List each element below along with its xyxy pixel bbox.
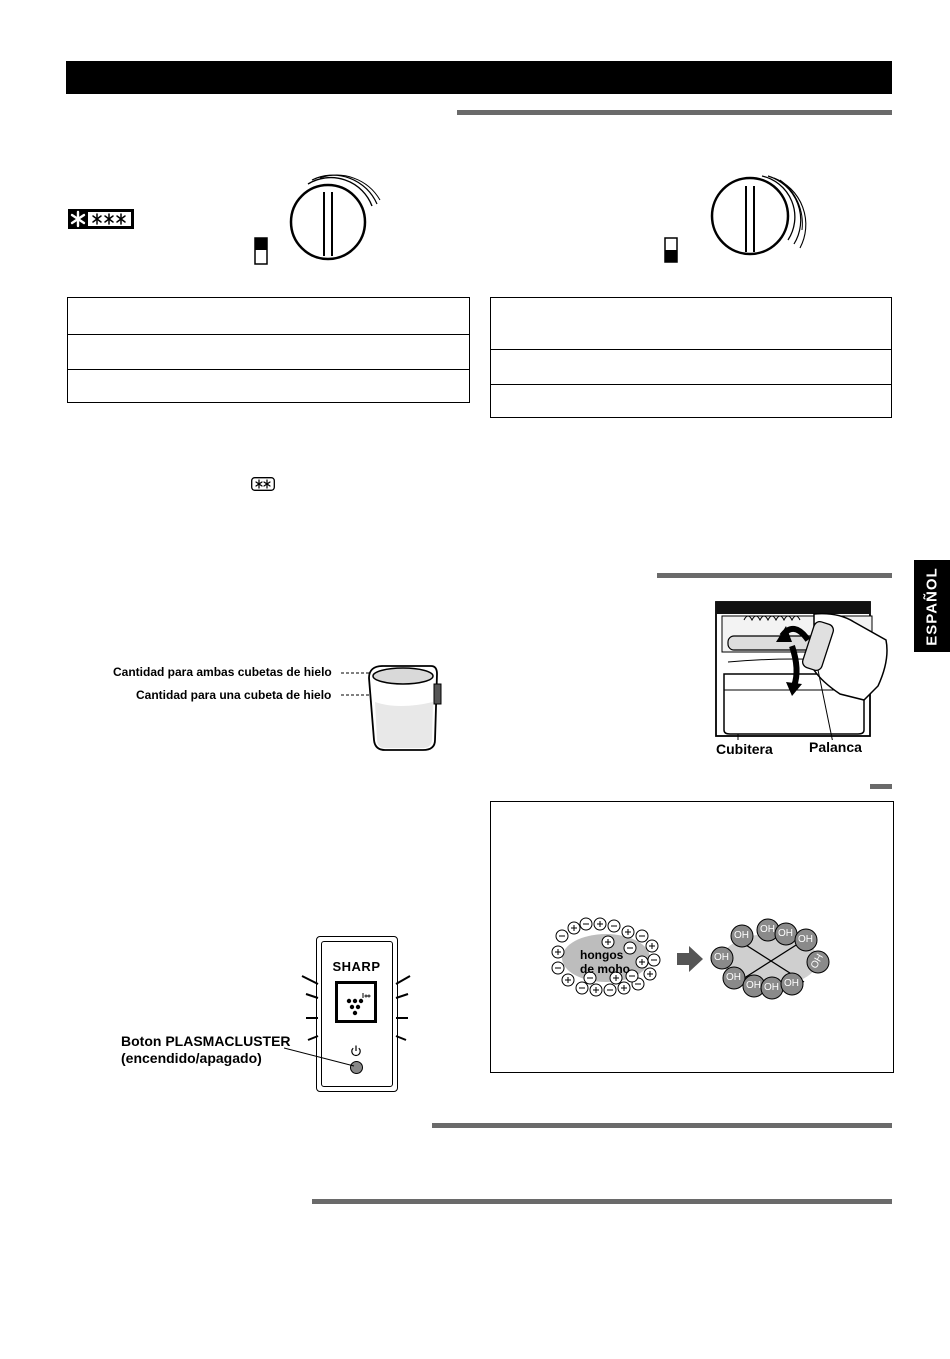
oh-label: OH xyxy=(760,924,775,935)
table-row xyxy=(491,298,891,349)
language-tab-label: ESPAÑOL xyxy=(923,566,941,646)
label-one-tray: Cantidad para una cubeta de hielo xyxy=(136,688,332,702)
oh-label: OH xyxy=(746,980,761,991)
oh-label: OH xyxy=(784,978,799,989)
mold-label-line2: de moho xyxy=(580,962,630,976)
table-row xyxy=(68,334,469,369)
mold-label-line1: hongos xyxy=(580,948,624,962)
freezer-dial-icon xyxy=(252,170,387,270)
oh-label: OH xyxy=(714,952,729,963)
section-rule-small xyxy=(870,784,892,789)
plasmacluster-button-label-1: Boton PLASMACLUSTER xyxy=(121,1033,291,1049)
glow-rays-icon xyxy=(300,972,414,1048)
oh-label: OH xyxy=(726,972,741,983)
oh-label-row xyxy=(708,918,834,1000)
section-rule-lower-2 xyxy=(312,1199,892,1204)
label-ice-tray: Cubitera xyxy=(716,741,773,757)
two-star-icon xyxy=(251,477,275,491)
table-row xyxy=(68,298,469,334)
callout-line xyxy=(284,1046,356,1068)
label-both-trays: Cantidad para ambas cubetas de hielo xyxy=(113,665,332,679)
oh-label: OH xyxy=(778,928,793,939)
oh-label: OH xyxy=(734,930,749,941)
language-tab xyxy=(914,560,950,652)
section-rule-lower-1 xyxy=(432,1123,892,1128)
ice-maker-illustration xyxy=(714,600,894,740)
freezer-star-rating-icon xyxy=(68,209,134,229)
label-lever: Palanca xyxy=(809,739,862,755)
table-row xyxy=(491,349,891,384)
refrigerator-settings-table xyxy=(490,297,892,418)
table-row xyxy=(68,369,469,402)
plasmacluster-button-label-2: (encendido/apagado) xyxy=(121,1050,262,1066)
header-bar xyxy=(66,61,892,94)
right-arrow-icon xyxy=(677,946,703,972)
table-row xyxy=(491,384,891,417)
oh-label: OH xyxy=(798,934,813,945)
oh-label: OH xyxy=(764,982,779,993)
sharp-logo: SHARP xyxy=(332,959,381,974)
freezer-settings-table xyxy=(67,297,470,403)
oh-label: OH xyxy=(808,952,827,971)
water-cup-icon xyxy=(339,662,449,754)
section-rule-freezer xyxy=(457,110,892,115)
section-rule-icemaker xyxy=(657,573,892,578)
refrigerator-dial-icon xyxy=(662,170,812,270)
